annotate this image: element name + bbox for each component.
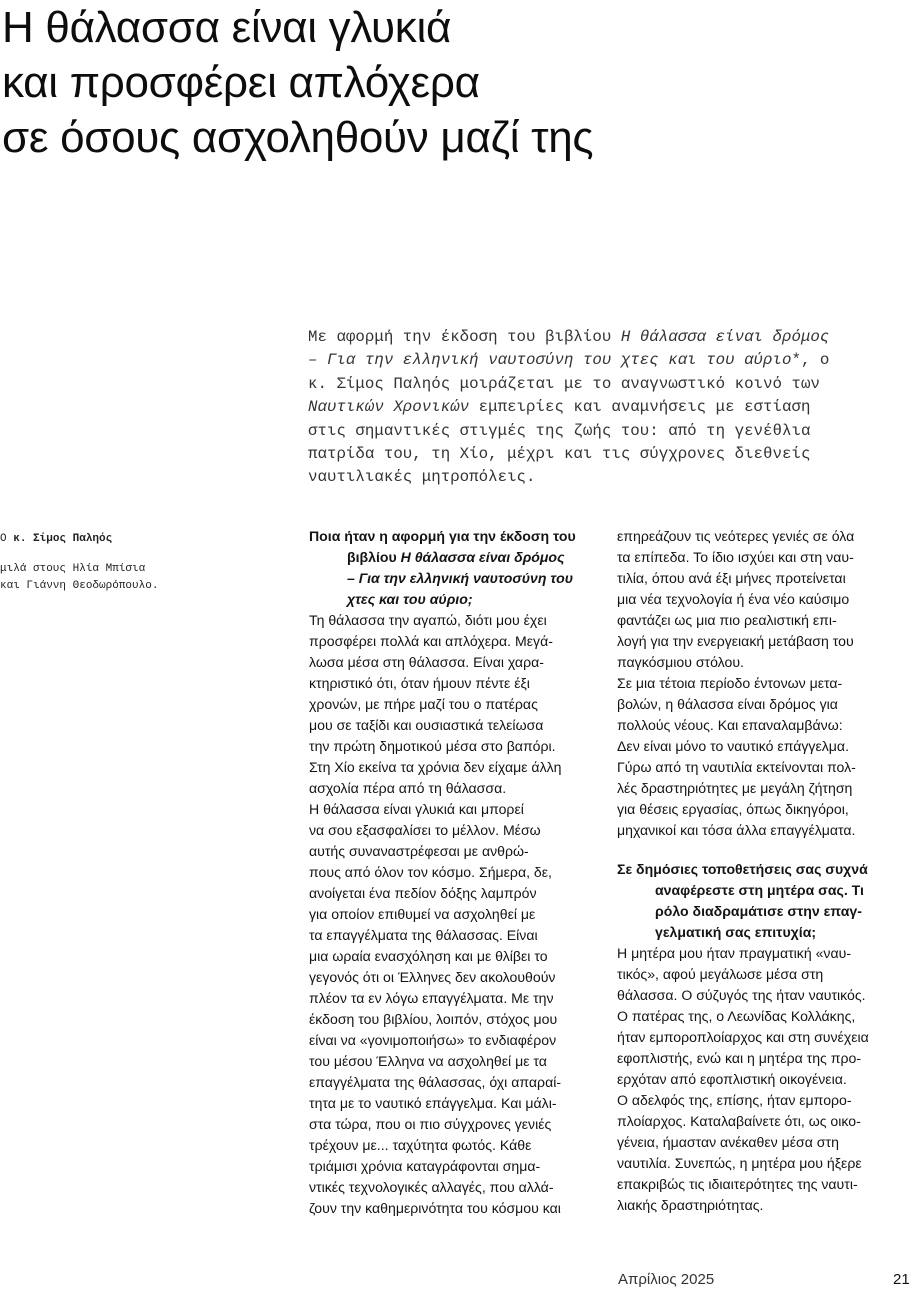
- question-line: ρόλο διαδραμάτισε στην επαγ-: [655, 903, 862, 919]
- text-line: προσφέρει πολλά και απλόχερα. Μεγά-: [309, 633, 553, 649]
- title-line: Η θάλασσα είναι γλυκιά: [2, 3, 452, 52]
- lead-line: – Για την ελληνική ναυτοσύνη του χτες και του αύριο*, ο: [308, 351, 830, 370]
- text-line: πλοίαρχος. Καταλαβαίνετε ότι, ως οικο-: [617, 1113, 861, 1129]
- text-line: πους από όλον τον κόσμο. Σήμερα, δε,: [309, 864, 552, 880]
- issue-date: Απρίλιος 2025: [618, 1271, 715, 1288]
- lead-line: Με αφορμή την έκδοση του βιβλίου Η θάλασσα είναι δρόμος: [308, 328, 830, 346]
- answer-paragraph: [617, 673, 907, 841]
- text-line: μια νέα τεχνολογία ή ένα νέο καύσιμο: [617, 591, 850, 607]
- text-line: Γύρω από τη ναυτιλία εκτείνονται πολ-: [617, 759, 856, 775]
- text-line: εφοπλιστής, ενώ και η μητέρα της προ-: [617, 1050, 862, 1066]
- text-line: τικός», αφού μεγάλωσε μέσα στη: [617, 966, 824, 982]
- text-line: τα επαγγέλματα της θάλασσας. Είναι: [309, 927, 538, 943]
- text-line: ασχολία πέρα από τη θάλασσα.: [309, 780, 507, 796]
- text-line: Η μητέρα μου ήταν πραγματική «ναυ-: [617, 945, 852, 961]
- title-line: και προσφέρει απλόχερα: [2, 58, 480, 107]
- text-line: ντικές τεχνολογικές αλλαγές, που αλλά-: [309, 1179, 554, 1195]
- text-line: μου σε ταξίδι και ουσιαστικά τελείωσα: [309, 717, 544, 733]
- question-line: Ποια ήταν η αφορμή για την έκδοση του: [309, 528, 576, 544]
- answer-paragraph: [309, 610, 599, 799]
- text-line: χρονών, με πήρε μαζί του ο πατέρας: [309, 696, 538, 712]
- text-line: τιλία, όπου ανά έξι μήνες προτείνεται: [617, 570, 846, 586]
- text-line: Δεν είναι μόνο το ναυτικό επάγγελμα.: [617, 738, 849, 754]
- text-line: γεγονός ότι οι Έλληνες δεν ακολουθούν: [309, 969, 556, 985]
- interview-credit: [0, 531, 200, 595]
- text-line: Ο πατέρας της, ο Λεωνίδας Κολλάκης,: [617, 1008, 856, 1024]
- article-title: [2, 0, 902, 165]
- column-left: [309, 526, 599, 1219]
- question-line: βιβλίου Η θάλασσα είναι δρόμος: [347, 549, 565, 565]
- text-line: μηχανικοί και τόσα άλλα επαγγέλματα.: [617, 822, 856, 838]
- question-line: γελματική σας επιτυχία;: [655, 924, 817, 940]
- text-line: για οποίον επιθυμεί να ασχοληθεί με: [309, 906, 536, 922]
- question-line: Σε δημόσιες τοποθετήσεις σας συχνά: [617, 861, 868, 877]
- question-2: [617, 859, 907, 943]
- credit-line: μιλά στους Ηλία Μπίσια: [0, 563, 146, 575]
- text-line: ήταν εμποροπλοίαρχος και στη συνέχεια: [617, 1029, 869, 1045]
- text-line: ναυτιλία. Συνεπώς, η μητέρα μου ήξερε: [617, 1155, 862, 1171]
- text-line: επαγγέλματα της θάλασσας, όχι απαραί-: [309, 1074, 562, 1090]
- text-line: για θέσεις εργασίας, όπως δικηγόροι,: [617, 801, 849, 817]
- answer-paragraph: [617, 526, 907, 673]
- text-line: λωσα μέσα στη θάλασσα. Είναι χαρα-: [309, 654, 544, 670]
- text-line: του μέσου Έλληνα να ασχοληθεί με τα: [309, 1053, 547, 1069]
- text-line: να σου εξασφαλίσει το μέλλον. Μέσω: [309, 822, 541, 838]
- interviewee-name: κ. Σίμος Παληός: [13, 533, 113, 545]
- lead-line: πατρίδα του, τη Χίο, μέχρι και τις σύγχρονες διεθνείς: [308, 445, 811, 464]
- text-line: λιακής δραστηριότητας.: [617, 1197, 764, 1213]
- page-number: 21: [893, 1271, 910, 1288]
- text-line: φαντάζει ως μια πιο ρεαλιστική επι-: [617, 612, 837, 628]
- text-line: Η θάλασσα είναι γλυκιά και μπορεί: [309, 801, 524, 817]
- text-line: επακριβώς τις ιδιαιτερότητες της ναυτι-: [617, 1176, 858, 1192]
- paragraph-spacer: [617, 841, 907, 859]
- answer-paragraph: [617, 943, 907, 1216]
- text-line: κτηριστικό ότι, όταν ήμουν πέντε έξι: [309, 675, 530, 691]
- text-line: ανοίγεται ένα πεδίον δόξης λαμπρόν: [309, 885, 537, 901]
- text-line: επηρεάζουν τις νεότερες γενιές σε όλα: [617, 528, 855, 544]
- text-line: γένεια, ήμασταν ανέκαθεν μέσα στη: [617, 1134, 839, 1150]
- article-lead: [308, 326, 898, 490]
- text-line: έκδοση του βιβλίου, λοιπόν, στόχος μου: [309, 1011, 558, 1027]
- lead-line: κ. Σίμος Παληός μοιράζεται με το αναγνωστικό κοινό των: [308, 374, 820, 393]
- column-right: [617, 526, 907, 1216]
- interviewers-line: [0, 561, 200, 595]
- text-line: ερχόταν από εφοπλιστική οικογένεια.: [617, 1071, 847, 1087]
- text-line: τριάμισι χρόνια καταγράφονται σημα-: [309, 1158, 541, 1174]
- text-line: λογή για την ενεργειακή μετάβαση του: [617, 633, 854, 649]
- text-line: τητα με το ναυτικό επάγγελμα. Και μάλι-: [309, 1095, 557, 1111]
- interviewee-prefix: Ο: [0, 533, 7, 545]
- text-line: τρέχουν με... ταχύτητα φωτός. Κάθε: [309, 1137, 532, 1153]
- title-line: σε όσους ασχοληθούν μαζί της: [2, 113, 594, 162]
- text-line: βολών, η θάλασσα είναι δρόμος για: [617, 696, 838, 712]
- interviewee-line: [0, 531, 200, 547]
- text-line: πλέον τα εν λόγω επαγγέλματα. Με την: [309, 990, 554, 1006]
- question-1: [309, 526, 599, 610]
- text-line: ζουν την καθημερινότητα του κόσμου και: [309, 1200, 561, 1216]
- lead-line: Ναυτικών Χρονικών εμπειρίες και αναμνήσεις με εστίαση: [308, 398, 811, 417]
- text-line: Ο αδελφός της, επίσης, ήταν εμπορο-: [617, 1092, 852, 1108]
- lead-line: στις σημαντικές στιγμές της ζωής του: από τη γενέθλια: [308, 421, 811, 440]
- text-line: αυτής συναναστρέφεσαι με ανθρώ-: [309, 843, 529, 859]
- text-line: πολλούς νέους. Και επαναλαμβάνω:: [617, 717, 843, 733]
- question-line: – Για την ελληνική ναυτοσύνη του: [347, 570, 574, 586]
- text-line: στα τώρα, που οι πιο σύγχρονες γενιές: [309, 1116, 552, 1132]
- text-line: Τη θάλασσα την αγαπώ, διότι μου έχει: [309, 612, 547, 628]
- question-line: αναφέρεστε στη μητέρα σας. Τι: [655, 882, 864, 898]
- question-line: χτες και του αύριο;: [347, 591, 473, 607]
- text-line: Στη Χίο εκείνα τα χρόνια δεν είχαμε άλλη: [309, 759, 562, 775]
- text-line: λές δραστηριότητες με μεγάλη ζήτηση: [617, 780, 853, 796]
- lead-line: ναυτιλιακές μητροπόλεις.: [308, 468, 536, 487]
- answer-paragraph: [309, 799, 599, 1219]
- text-line: την πρώτη δημοτικού μέσα στο βαπόρι.: [309, 738, 556, 754]
- text-line: Σε μια τέτοια περίοδο έντονων μετα-: [617, 675, 843, 691]
- text-line: μια ωραία ενασχόληση και με θλίβει το: [309, 948, 548, 964]
- text-line: τα επίπεδα. Το ίδιο ισχύει και στη ναυ-: [617, 549, 854, 565]
- text-line: θάλασσα. Ο σύζυγός της ήταν ναυτικός.: [617, 987, 866, 1003]
- text-line: είναι να «γονιμοποιήσω» το ενδιαφέρον: [309, 1032, 557, 1048]
- text-line: παγκόσμιου στόλου.: [617, 654, 744, 670]
- credit-line: και Γιάννη Θεοδωρόπουλο.: [0, 580, 159, 592]
